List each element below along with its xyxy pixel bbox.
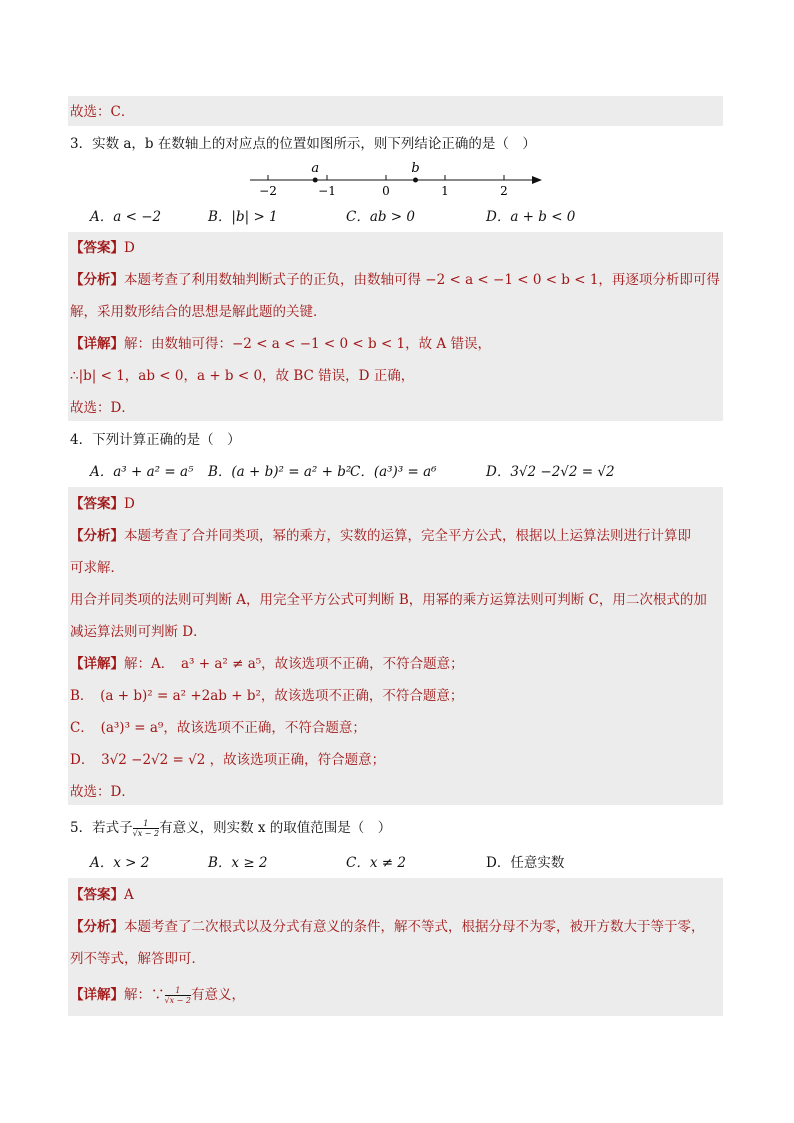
q5-option-d: D．任意实数 (486, 855, 565, 871)
q3-stem: 3．实数 a，b 在数轴上的对应点的位置如图所示，则下列结论正确的是（ ） (70, 136, 536, 152)
q5-option-a: A．x > 2 (90, 855, 150, 871)
q4-analysis-line-1 (70, 526, 691, 546)
q3-analysis-line-2: 解，采用数形结合的思想是解此题的关键． (70, 304, 327, 320)
q5-stem-prefix: 5．若式子 (70, 820, 133, 836)
q3-answer-tag: 【答案】 (70, 240, 124, 256)
q3-option-d: D．a + b < 0 (486, 209, 576, 225)
q5-analysis-text-1: 本题考查了二次根式以及分式有意义的条件，解不等式，根据分母不为零，被开方数大于等于零， (124, 919, 705, 935)
q4-analysis-line-4: 减运算法则可判断 D． (70, 624, 207, 640)
q5-option-c: C．x ≠ 2 (346, 855, 406, 871)
q3-detail-tag: 【详解】 (70, 336, 124, 352)
q4-answer-tag: 【答案】 (70, 496, 124, 512)
q5-detail-fraction-numerator: 1 (165, 986, 192, 996)
tick-label: −1 (318, 184, 336, 198)
q5-detail-suffix: 有意义， (191, 987, 245, 1003)
q4-analysis-tag: 【分析】 (70, 528, 124, 544)
number-line-figure (248, 158, 548, 200)
number-line-arrow (532, 176, 542, 184)
q4-stem: 4．下列计算正确的是（ ） (70, 432, 241, 448)
q4-option-c: C．(a³)³ = a⁶ (350, 464, 437, 480)
q4-option-d: D．3√2 −2√2 = √2 (486, 464, 615, 480)
q5-analysis-line-1 (70, 917, 705, 937)
point-a-dot (313, 178, 318, 183)
q4-detail-text-1: 解：A． a³ + a² ≠ a⁵，故该选项不正确，不符合题意； (124, 656, 464, 672)
q5-option-b: B．x ≥ 2 (208, 855, 268, 871)
q3-detail-line-3: 故选：D． (70, 400, 135, 416)
q3-answer-line (70, 238, 135, 258)
q3-option-b: B．|b| > 1 (208, 209, 278, 225)
q5-answer-line (70, 885, 134, 905)
q3-answer-value: D (124, 240, 135, 256)
tick-label: −2 (259, 184, 277, 198)
q5-fraction (133, 819, 160, 838)
q3-analysis-line-1 (70, 270, 720, 290)
q3-detail-line-2: ∴|b| < 1，ab < 0，a + b < 0，故 BC 错误，D 正确， (70, 368, 415, 384)
q5-fraction-denominator: √x − 2 (132, 829, 160, 838)
q4-analysis-text-1: 本题考查了合并同类项，幂的乘方，实数的运算，完全平方公式，根据以上运算法则进行计算即 (124, 528, 691, 544)
point-a-label: a (311, 161, 320, 176)
q5-detail-line-1 (70, 985, 245, 1005)
q4-detail-tag: 【详解】 (70, 656, 124, 672)
prev-answer-line: 故选：C． (70, 104, 135, 120)
point-b-label: b (411, 161, 420, 176)
q5-detail-prefix: 解：∵ (124, 987, 165, 1003)
q4-answer-line (70, 494, 135, 514)
q3-analysis-tag: 【分析】 (70, 272, 124, 288)
q5-detail-tag: 【详解】 (70, 987, 124, 1003)
q4-answer-value: D (124, 496, 135, 512)
q4-option-b: B．(a + b)² = a² + b² (208, 464, 352, 480)
q3-analysis-text-1: 本题考查了利用数轴判断式子的正负，由数轴可得 −2 < a < −1 < 0 < b < 1，再逐项分析即可得 (124, 272, 720, 288)
prev-solution-block (68, 96, 723, 126)
q4-analysis-line-2: 可求解． (70, 560, 124, 576)
point-b-dot (413, 178, 418, 183)
q3-option-a: A．a < −2 (90, 209, 162, 225)
q3-detail-text-1: 解：由数轴可得：−2 < a < −1 < 0 < b < 1，故 A 错误， (124, 336, 491, 352)
q5-analysis-line-2: 列不等式，解答即可． (70, 951, 205, 967)
tick-label: 1 (441, 184, 449, 198)
q4-detail-line-5: 故选：D． (70, 784, 135, 800)
q5-stem (70, 818, 391, 838)
q3-solution-block (68, 232, 723, 421)
q4-detail-line-3: C． (a³)³ = a⁹，故该选项不正确，不符合题意； (70, 720, 366, 736)
q4-detail-line-1 (70, 654, 464, 674)
q4-detail-line-2: B． (a + b)² = a² +2ab + b²，故该选项不正确，不符合题意； (70, 688, 464, 704)
q4-analysis-line-3: 用合并同类项的法则可判断 A，用完全平方公式可判断 B，用幂的乘方运算法则可判断 C，用二次根式的加 (70, 592, 707, 608)
q5-fraction-numerator: 1 (133, 819, 160, 829)
q5-detail-fraction-denominator: √x − 2 (164, 996, 191, 1005)
q3-detail-line-1 (70, 334, 491, 354)
q5-answer-value: A (124, 887, 134, 903)
q3-option-c: C．ab > 0 (346, 209, 416, 225)
q4-option-a: A．a³ + a² = a⁵ (90, 464, 194, 480)
q5-analysis-tag: 【分析】 (70, 919, 124, 935)
q5-detail-fraction (165, 986, 192, 1005)
q4-detail-line-4: D． 3√2 −2√2 = √2 ，故该选项正确，符合题意； (70, 752, 386, 768)
q5-answer-tag: 【答案】 (70, 887, 124, 903)
tick-label: 0 (382, 184, 390, 198)
tick-label: 2 (500, 184, 508, 198)
q5-stem-suffix: 有意义，则实数 x 的取值范围是（ ） (159, 820, 392, 836)
